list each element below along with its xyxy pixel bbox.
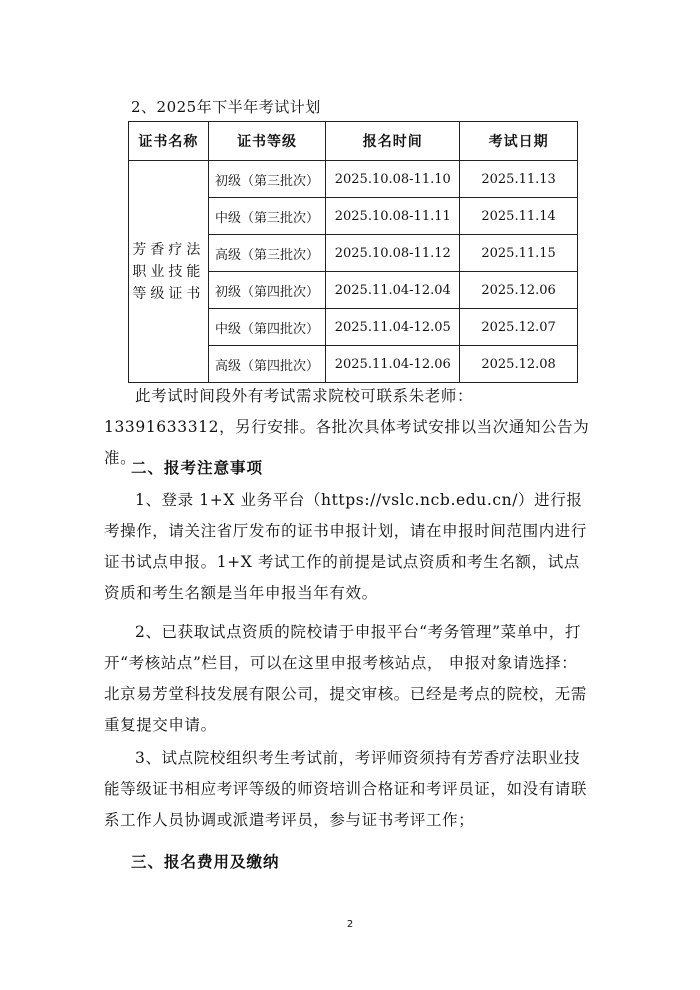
cert-name-line: 职业技能 (132, 263, 205, 280)
header-cert-name: 证书名称 (129, 122, 209, 161)
header-reg-period: 报名时间 (326, 122, 460, 161)
cert-name-line: 等级证书 (132, 285, 205, 302)
date-cell: 2025.12.08 (460, 346, 578, 383)
level-cell: 中级（第三批次） (208, 198, 326, 235)
header-cert-level: 证书等级 (208, 122, 326, 161)
level-cell: 中级（第四批次） (208, 309, 326, 346)
page-number: 2 (346, 919, 354, 930)
period-cell: 2025.10.08-11.10 (326, 161, 460, 198)
level-cell: 初级（第三批次） (208, 161, 326, 198)
date-cell: 2025.12.06 (460, 272, 578, 309)
date-cell: 2025.12.07 (460, 309, 578, 346)
note-paragraph-3: 3、试点院校组织考生考试前，考评师资须持有芳香疗法职业技能等级证书相应考评等级的师资培训合格证和考评员证，如没有请联系工作人员协调或派遣考评员，参与证书考评工作； (104, 749, 588, 829)
table-header-row (129, 122, 578, 161)
exam-schedule-table (128, 121, 578, 383)
contact-note: 此考试时间段外有考试需求院校可联系朱老师：13391633312，另行安排。各批次具体考试安排以当次通知公告为准。 (104, 387, 590, 467)
cert-name-line: 芳香疗法 (132, 241, 205, 258)
table-row (129, 161, 578, 198)
period-cell: 2025.11.04-12.06 (326, 346, 460, 383)
level-cell: 高级（第三批次） (208, 235, 326, 272)
date-cell: 2025.11.14 (460, 198, 578, 235)
level-cell: 初级（第四批次） (208, 272, 326, 309)
note-paragraph-2: 2、已获取试点资质的院校请于申报平台“考务管理”菜单中，打开“考核站点”栏目，可以在这里申报考核站点， 申报对象请选择：北京易芳堂科技发展有限公司，提交审核。已经是考点的院校，无需重复提交申请。 (104, 623, 588, 734)
date-cell: 2025.11.15 (460, 235, 578, 272)
period-cell: 2025.10.08-11.12 (326, 235, 460, 272)
header-exam-date: 考试日期 (460, 122, 578, 161)
period-cell: 2025.10.08-11.11 (326, 198, 460, 235)
schedule-heading: 2、2025年下半年考试计划 (131, 98, 321, 116)
period-cell: 2025.11.04-12.05 (326, 309, 460, 346)
date-cell: 2025.11.13 (460, 161, 578, 198)
level-cell: 高级（第四批次） (208, 346, 326, 383)
cert-name-cell (129, 161, 209, 383)
section-title-notes: 二、报考注意事项 (131, 458, 264, 477)
period-cell: 2025.11.04-12.04 (326, 272, 460, 309)
note-paragraph-1: 1、登录 1+X 业务平台（https://vslc.ncb.edu.cn/）进行报考操作，请关注省厅发布的证书申报计划，请在申报时间范围内进行证书试点申报。1+X 考试工作的前提是试点资质和考生名额，试点资质和考生名额是当年申报当年有效。 (104, 491, 588, 602)
section-title-fees: 三、报名费用及缴纳 (131, 852, 280, 871)
